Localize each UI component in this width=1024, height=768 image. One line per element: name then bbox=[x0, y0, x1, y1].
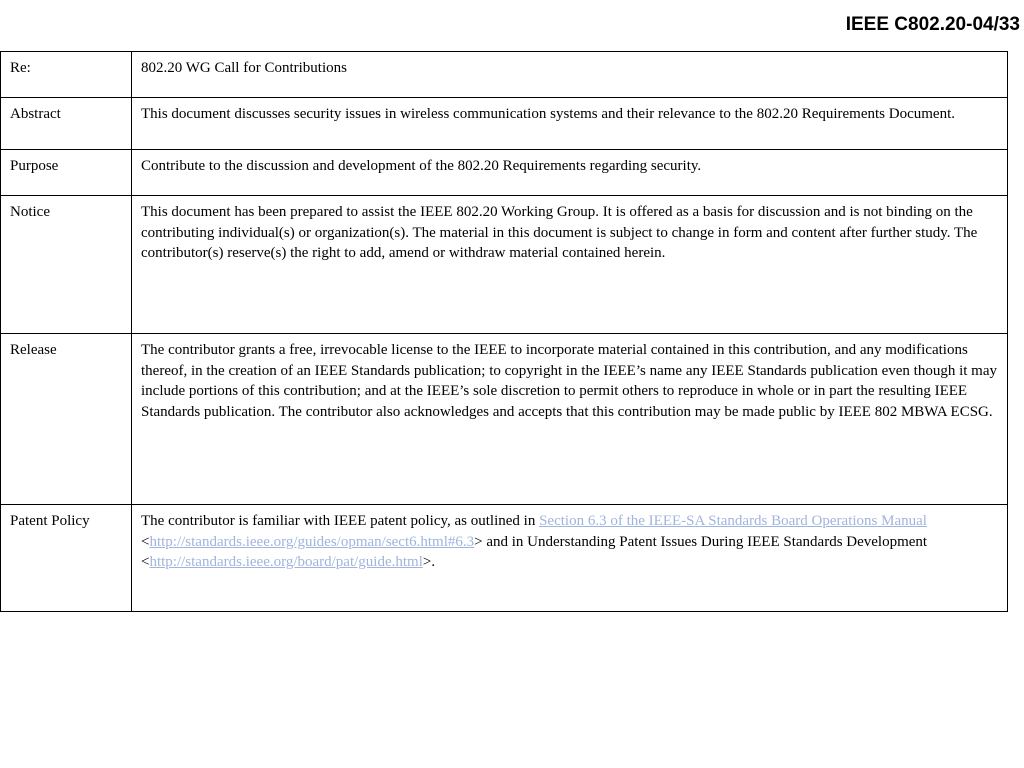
row-content: This document has been prepared to assist the IEEE 802.20 Working Group. It is offered as a basis for discussion and is not binding on the contributing individual(s) or organization(s). The material in this document is subject to change in form and content after further study. The contributor(s) reserve(s) the right to add, amend or withdraw material contained herein. bbox=[132, 196, 1008, 334]
opman-url-link[interactable]: http://standards.ieee.org/guides/opman/sect6.html#6.3 bbox=[149, 533, 475, 550]
table-row-patent-policy bbox=[1, 505, 1008, 612]
row-content: 802.20 WG Call for Contributions bbox=[132, 52, 1008, 98]
table-row-release bbox=[1, 334, 1008, 505]
row-label: Notice bbox=[1, 196, 132, 334]
patent-guide-url-link[interactable]: http://standards.ieee.org/board/pat/guide.html bbox=[149, 554, 423, 570]
row-label: Patent Policy bbox=[1, 505, 132, 612]
contribution-info-table bbox=[0, 51, 1008, 612]
patent-text: < bbox=[141, 533, 150, 550]
patent-text: >. bbox=[422, 554, 436, 570]
row-label: Release bbox=[1, 334, 132, 505]
row-content: This document discusses security issues in wireless communication systems and their relevance to the 802.20 Requirements Document. bbox=[132, 98, 1008, 150]
document-id: IEEE C802.20-04/33 bbox=[845, 14, 1020, 35]
opman-section-link[interactable]: Section 6.3 of the IEEE-SA Standards Board Operations Manual bbox=[539, 513, 927, 529]
table-row-abstract bbox=[1, 98, 1008, 150]
table-row-notice bbox=[1, 196, 1008, 334]
table-row-purpose bbox=[1, 150, 1008, 196]
row-label: Abstract bbox=[1, 98, 132, 150]
patent-text: The contributor is familiar with IEEE patent policy, as outlined in bbox=[141, 513, 540, 529]
table-row-re bbox=[1, 52, 1008, 98]
patent-text: > and in Understanding Patent Issues During IEEE Standards Development < bbox=[141, 533, 928, 570]
row-content: The contributor grants a free, irrevocable license to the IEEE to incorporate material contained in this contribution, and any modifications thereof, in the creation of an IEEE Standards publication; to copyright in the IEEE’s name any IEEE Standards publication even though it may include portions of this contribution; and at the IEEE’s sole discretion to permit others to reproduce in whole or in part the resulting IEEE Standards publication. The contributor also acknowledges and accepts that this contribution may be made public by IEEE 802 MBWA ECSG. bbox=[132, 334, 1008, 505]
row-content bbox=[132, 505, 1008, 612]
row-label: Purpose bbox=[1, 150, 132, 196]
row-label: Re: bbox=[1, 52, 132, 98]
row-content: Contribute to the discussion and development of the 802.20 Requirements regarding security. bbox=[132, 150, 1008, 196]
